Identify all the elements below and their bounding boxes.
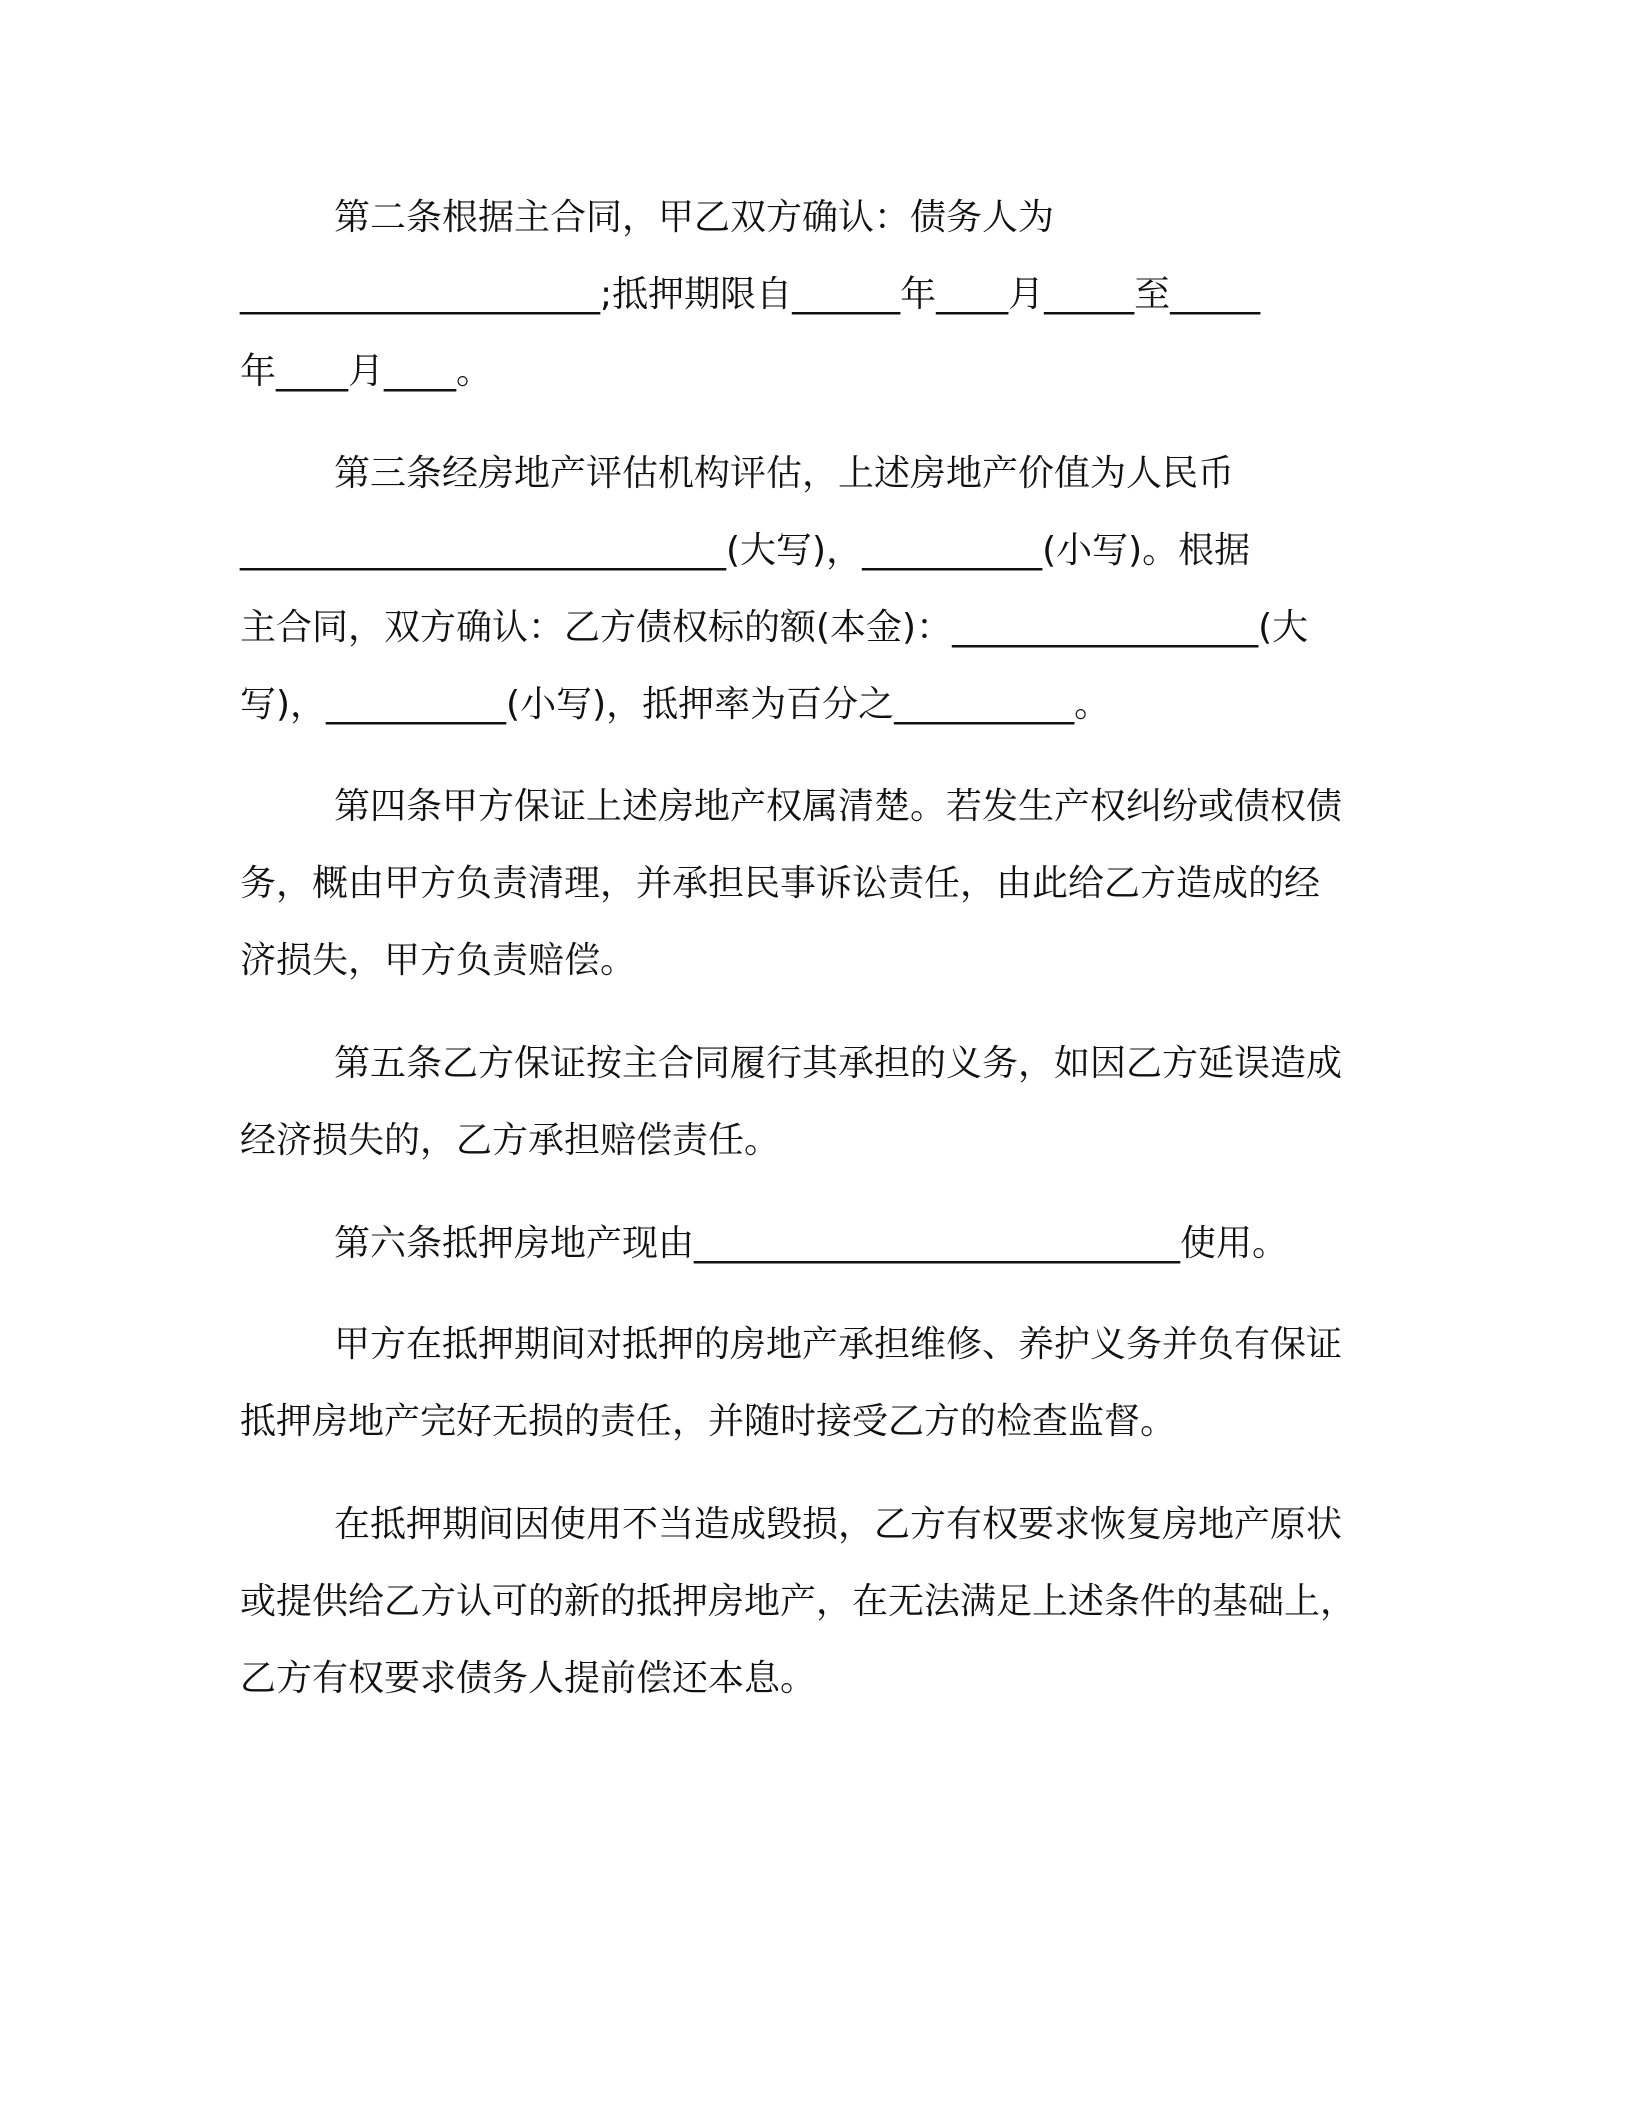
article-3-line-3: 主合同，双方确认：乙方债权标的额(本金)：_________________(大 [240, 607, 1309, 648]
maintenance-paragraph-line-2: 抵押房地产完好无损的责任，并随时接受乙方的检查监督。 [240, 1401, 1177, 1442]
article-6-line-1: 第六条抵押房地产现由___________________________使用。 [334, 1223, 1289, 1264]
article-4-line-1: 第四条甲方保证上述房地产权属清楚。若发生产权纠纷或债权债 [334, 786, 1343, 827]
article-3-line-4: 写)，__________(小写)，抵押率为百分之__________。 [240, 684, 1111, 725]
article-5-line-2: 经济损失的，乙方承担赔偿责任。 [240, 1120, 781, 1161]
article-2-line-2: ____________________;抵押期限自______年____月_____至_____ [240, 274, 1261, 315]
article-4-line-2: 务，概由甲方负责清理，并承担民事诉讼责任，由此给乙方造成的经 [240, 863, 1321, 904]
article-5-line-1: 第五条乙方保证按主合同履行其承担的义务，如因乙方延误造成 [334, 1043, 1343, 1084]
article-4-line-3: 济损失，甲方负责赔偿。 [240, 940, 637, 981]
damage-paragraph-line-1: 在抵押期间因使用不当造成毁损，乙方有权要求恢复房地产原状 [334, 1504, 1343, 1545]
damage-paragraph-line-2: 或提供给乙方认可的新的抵押房地产，在无法满足上述条件的基础上， [240, 1581, 1357, 1622]
article-3-line-2: ___________________________(大写)，__________(小写)。根据 [240, 530, 1251, 571]
article-2-line-1: 第二条根据主合同，甲乙双方确认：债务人为 [334, 197, 1055, 238]
damage-paragraph-line-3: 乙方有权要求债务人提前偿还本息。 [240, 1658, 817, 1699]
article-2-line-3: 年____月____。 [240, 351, 493, 392]
maintenance-paragraph-line-1: 甲方在抵押期间对抵押的房地产承担维修、养护义务并负有保证 [334, 1324, 1343, 1365]
article-3-line-1: 第三条经房地产评估机构评估，上述房地产价值为人民币 [334, 453, 1235, 494]
